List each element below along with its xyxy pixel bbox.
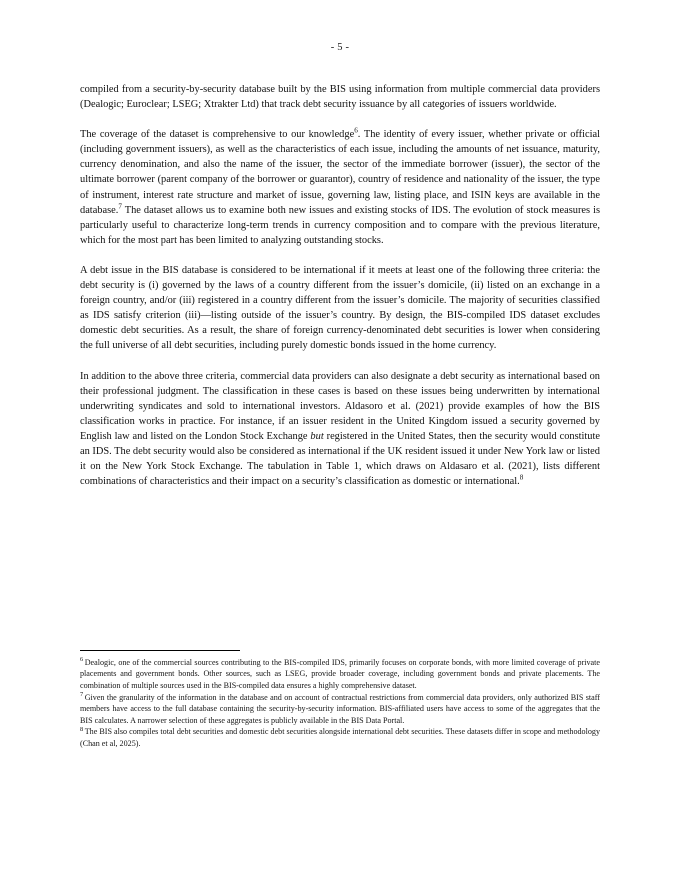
footnote-separator-rule [80,650,240,651]
document-body [80,82,600,489]
footnote-7 [80,692,600,726]
emphasis-but: but [310,430,324,442]
footnote-ref-6[interactable]: 6 [354,126,358,135]
coverage-text-before-footnote6: The coverage of the dataset is comprehensive to our knowledge [80,129,355,141]
page-number-header: - 5 - [330,42,350,53]
footnote-ref-7[interactable]: 7 [118,202,122,211]
paragraph-international-criteria: A debt issue in the BIS database is considered to be international if it meets at least one of the following three criteria: the debt security is (i) governed by the laws of a country different from the issuer’s domicile, (ii) listed on an exchange in a foreign country, and/or (iii) registered in a country different from the issuer’s domicile. The majority of securities classified as IDS satisfy criterion (iii)—listing outside of the issuer’s country. By design, the BIS-compiled IDS dataset excludes domestic debt securities. As a result, the share of foreign currency-denominated debt securities is lower when considering the full universe of all debt securities, including purely domestic bonds issued in the home currency. [80,264,600,352]
footnote-ref-8[interactable]: 8 [519,473,524,482]
provider-judgment-segment-2: registered in the United States, then the security would constitute an IDS. The debt security would also be considered as international if the UK resident issued it under New York law or listed it on the New York Stock Exchange. The tabulation in Table 1, which draws on Aldasaro et al. (2021), lists different combinations of characteristics and their impact on a security’s classification as domestic or international. [80,430,600,488]
footnote-7-text: Given the granularity of the information in the database and on account of contractual restrictions from commercial data providers, only authorized BIS staff members have access to the full database containing the security-by-security information. BIS-affiliated users have access to some of the aggregates that the BIS calculates. A narrower selection of these aggregates is publicly available in the BIS Data Portal. [80,692,600,725]
provider-judgment-segment-1: In addition to the above three criteria, commercial data providers can also designate a debt security as international based on their professional judgment. The classification in these cases is based on these issues being underwritten by international underwriting syndicates and sold to international investors. Aldasoro et al. (2021) provide examples of how the BIS classification works in practice. For instance, if an issuer resident in the United Kingdom issued a security governed by English law and listed on the London Stock Exchange [80,370,600,442]
paragraph-coverage [80,127,600,248]
footnote-6-marker: 6 [80,656,84,664]
paragraph-dataset-sources: compiled from a security-by-security database built by the BIS using information from multiple commercial data providers (Dealogic; Euroclear; LSEG; Xtrakter Ltd) that track debt security issuance by all categories of issuers worldwide. [80,84,600,111]
coverage-text-after-footnote7: The dataset allows us to examine both new issues and existing stocks of IDS. The evolution of stock measures is particularly useful to characterize long-term trends in currency composition and to compare with the previous literature, which for the most part has been limited to analyzing outstanding stocks. [80,204,600,246]
coverage-text-after-footnote6: . The identity of every issuer, whether private or official (including government issuers), as well as the characteristics of each issue, including the amounts of net issuance, maturity, currency denomination, and also the name of the issuer, the sector of the immediate borrower (issuer), the sector of the ultimate borrower (parent company of the borrower or guarantor), country of residence and nationality of the issuer, the type of instrument, interest rate structure and market of issue, governing law, listing place, and ISIN keys are available in the database. [80,129,601,216]
footnote-6 [80,657,600,691]
footnote-7-marker: 7 [80,691,84,699]
paragraph-provider-judgment [80,369,600,490]
footnote-8-marker: 8 [80,725,84,733]
footnote-6-text: Dealogic, one of the commercial sources contributing to the BIS-compiled IDS, primarily focuses on corporate bonds, with more limited coverage of private placements and government bonds. Other sources, such as LSEG, provide broader coverage, including government bonds and private placements. The combination of multiple sources used in the BIS-compiled data ensures a highly comprehensive dataset. [80,658,600,690]
footnote-8 [80,726,600,749]
footnote-8-text: The BIS also compiles total debt securities and domestic debt securities alongside international debt securities. These datasets differ in scope and methodology (Chan et al, 2025). [80,727,600,748]
footnote-area [80,650,600,750]
